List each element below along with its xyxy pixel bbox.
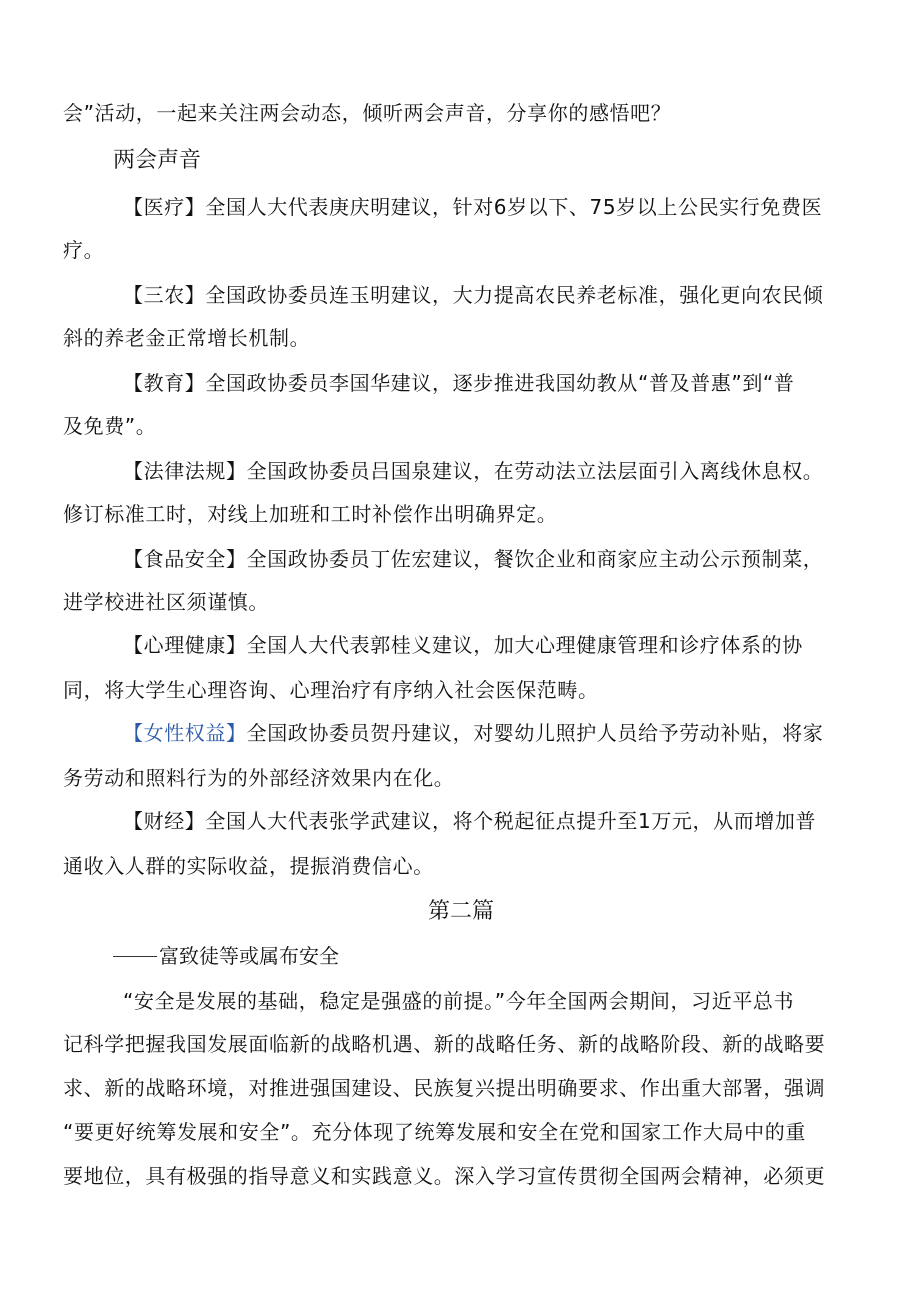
item-women-rights-text: 全国政协委员贺丹建议，对婴幼儿照护人员给予劳动补贴，将家	[246, 721, 824, 745]
section-subtitle	[113, 942, 339, 970]
item-education-line1	[123, 369, 863, 397]
item-agriculture-line2: 斜的养老金正常增长机制。	[63, 326, 311, 350]
item-women-rights-line2: 务劳动和照料行为的外部经济效果内在化。	[63, 766, 455, 790]
item-women-rights-tag: 【女性权益】	[123, 721, 247, 745]
item-agriculture-line1	[123, 281, 863, 309]
item-food-safety-line1	[123, 545, 863, 573]
item-mental-health-line2: 同，将大学生心理咨询、心理治疗有序纳入社会医保范畴。	[63, 678, 599, 702]
item-agriculture-text: 全国政协委员连玉明建议，大力提高农民养老标准，强化更向农民倾	[205, 283, 824, 307]
item-law-tag: 【法律法规】	[123, 459, 247, 483]
item-food-safety-tag: 【食品安全】	[123, 547, 247, 571]
item-finance-text: 全国人大代表张学武建议，将个税起征点提升至1万元，从而增加普	[205, 809, 817, 833]
item-law-text: 全国政协委员吕国泉建议，在劳动法立法层面引入离线休息权。	[246, 459, 824, 483]
section-title-lianghui-voices: 两会声音	[113, 148, 202, 173]
item-medical-tag: 【医疗】	[123, 195, 206, 219]
item-mental-health-tag: 【心理健康】	[123, 633, 247, 657]
body-line-2: 记科学把握我国发展面临新的战略机遇、新的战略任务、新的战略阶段、新的战略要	[63, 1032, 826, 1056]
item-finance-tag: 【财经】	[123, 809, 206, 833]
item-medical-line2: 疗。	[63, 238, 105, 262]
body-line-4: “要更好统筹发展和安全”。充分体现了统筹发展和安全在党和国家工作大局中的重	[63, 1120, 806, 1144]
subtitle-dash	[113, 956, 157, 957]
item-mental-health-line1	[123, 631, 863, 659]
section-subtitle-text: 富致徒等或属布安全	[159, 944, 339, 968]
item-law-line1	[123, 457, 863, 485]
item-law-line2: 修订标准工时，对线上加班和工时补偿作出明确界定。	[63, 502, 558, 526]
body-line-5: 要地位，具有极强的指导意义和实践意义。深入学习宣传贯彻全国两会精神，必须更	[63, 1164, 826, 1188]
item-agriculture-tag: 【三农】	[123, 283, 206, 307]
section-title-part-two: 第二篇	[428, 899, 495, 924]
item-education-tag: 【教育】	[123, 371, 206, 395]
intro-tail-line: 会”活动，一起来关注两会动态，倾听两会声音，分享你的感悟吧？	[63, 101, 672, 125]
item-medical-text: 全国人大代表庚庆明建议，针对6岁以下、75岁以上公民实行免费医	[205, 195, 823, 219]
item-education-line2: 及免费”。	[63, 414, 157, 438]
item-medical-line1	[123, 193, 863, 221]
item-mental-health-text: 全国人大代表郭桂义建议，加大心理健康管理和诊疗体系的协	[246, 633, 803, 657]
item-finance-line1	[123, 807, 863, 835]
item-food-safety-text: 全国政协委员丁佐宏建议，餐饮企业和商家应主动公示预制菜，	[246, 547, 824, 571]
item-food-safety-line2: 进学校进社区须谨慎。	[63, 590, 269, 614]
item-finance-line2: 通收入人群的实际收益，提振消费信心。	[63, 854, 434, 878]
body-line-1: “安全是发展的基础，稳定是强盛的前提。”今年全国两会期间，习近平总书	[123, 989, 795, 1013]
item-education-text: 全国政协委员李国华建议，逐步推进我国幼教从“普及普惠”到“普	[205, 371, 795, 395]
item-women-rights-line1	[123, 719, 863, 747]
body-line-3: 求、新的战略环境，对推进强国建设、民族复兴提出明确要求、作出重大部署，强调	[63, 1076, 826, 1100]
